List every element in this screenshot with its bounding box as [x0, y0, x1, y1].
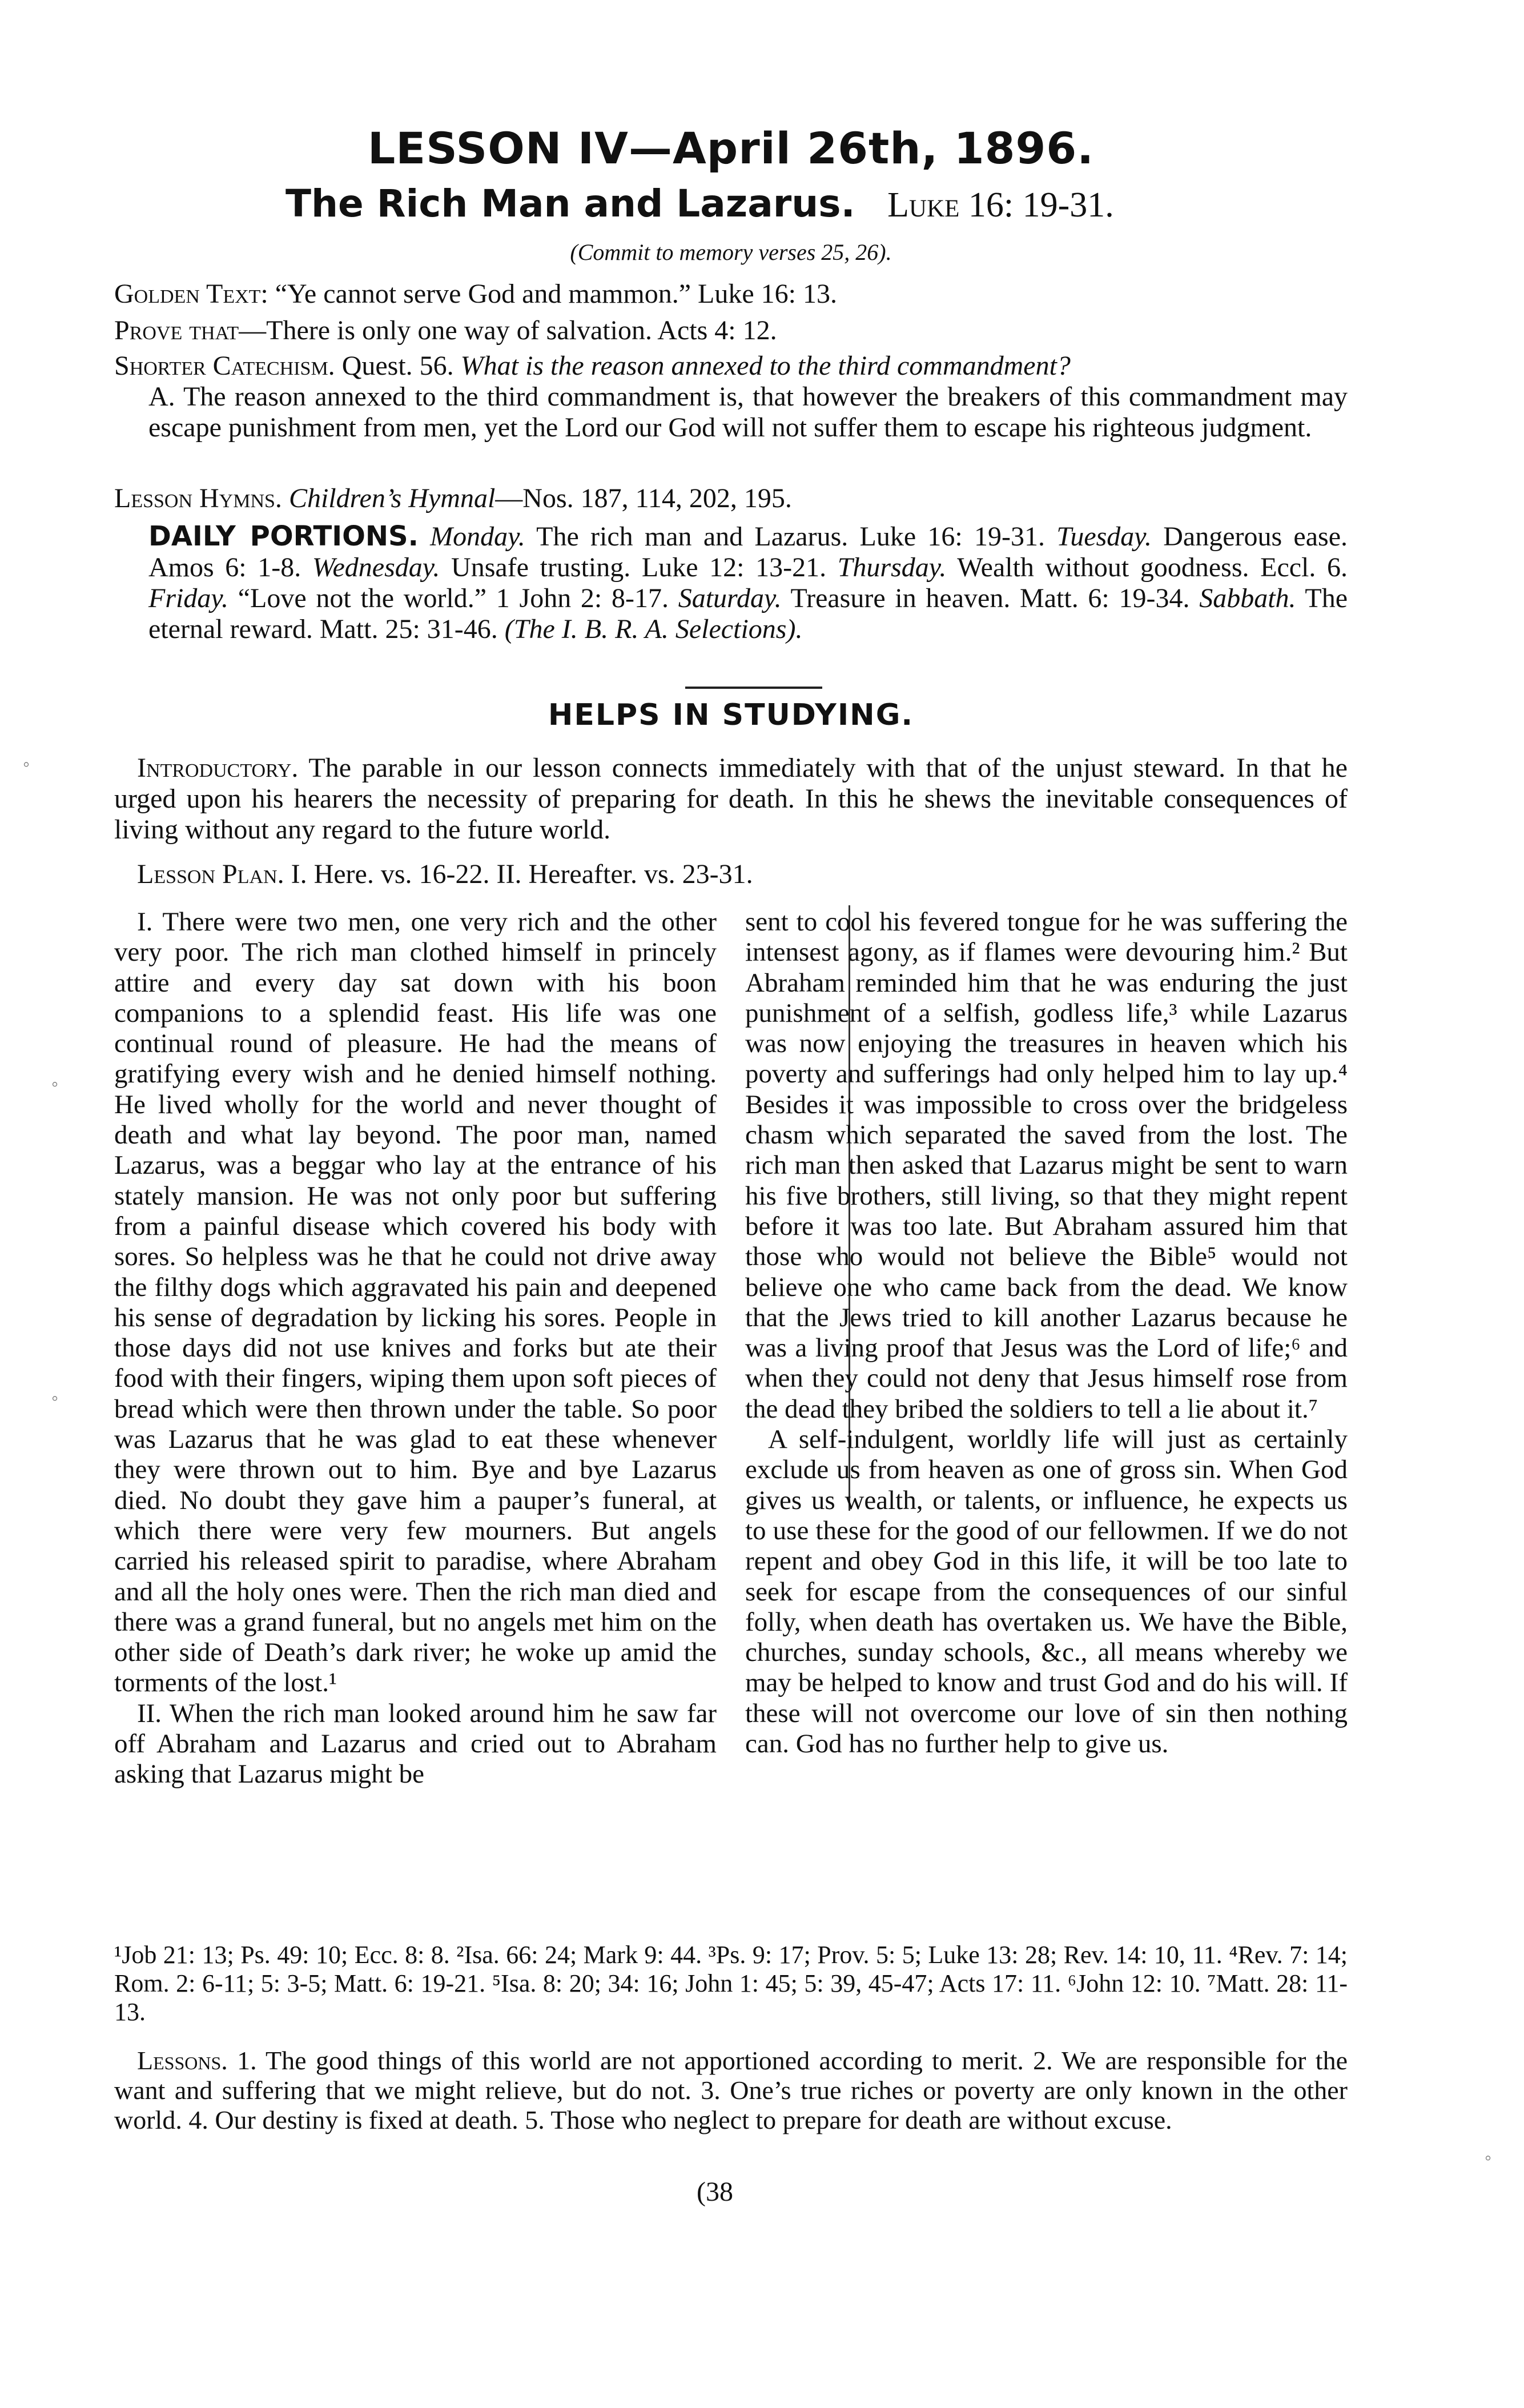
catechism — [114, 351, 1348, 443]
daily-text: Wealth without goodness. Eccl. 6. — [957, 552, 1348, 583]
golden-text-label: Golden Text: — [114, 279, 268, 309]
plan-text: I. Here. vs. 16-22. II. Hereafter. vs. 23-31. — [291, 859, 753, 889]
margin-speck: ◦ — [51, 1074, 59, 1095]
hymns-numbers: —Nos. 187, 114, 202, 195. — [495, 483, 792, 513]
right-paragraph-2: A self-indulgent, worldly life will just as certainly exclude us from heaven as one of gross sin. When God gives us wealth, or talents, or influence, he expects us to use these for the good of our fellowmen. If we do not repent and obey God in this life, it will be too late to seek for escape from the consequences of our sinful folly, when death has overtaken us. We have the Bible, churches, sunday schools, &c., all means whereby we may be helped to know and trust God and do his will. If these will not overcome our love of sin then nothing can. God has no further help to give us. — [745, 1424, 1348, 1759]
daily-day: Tuesday. — [1056, 521, 1152, 552]
margin-speck: ◦ — [23, 754, 30, 775]
helps-heading: HELPS IN STUDYING. — [548, 698, 914, 732]
daily-day: Thursday. — [837, 552, 947, 583]
plan-label: Lesson Plan. — [137, 859, 284, 889]
daily-text: The rich man and Lazarus. Luke 16: 19-31. — [536, 521, 1045, 552]
hymns-label: Lesson Hymns. — [114, 483, 282, 513]
catechism-answer-label: A. — [148, 382, 175, 412]
catechism-quest: Quest. 56. — [341, 351, 454, 381]
hymns-book: Children’s Hymnal — [288, 483, 496, 513]
margin-speck: ◦ — [1485, 2148, 1492, 2169]
prove-that-body: —There is only one way of salvation. Acts 4: 12. — [239, 315, 777, 346]
daily-day: Saturday. — [678, 583, 782, 613]
lesson-plan — [114, 859, 1370, 890]
daily-day: Monday. — [430, 521, 525, 552]
daily-day: Sabbath. — [1199, 583, 1296, 613]
daily-selections: (The I. B. R. A. Selections). — [504, 614, 803, 644]
catechism-answer-block — [114, 382, 1348, 443]
left-paragraph-2: II. When the rich man looked around him he saw far off Abraham and Lazarus and cried out to Abraham asking that Lazarus might be — [114, 1698, 717, 1789]
scripture-reference: Luke 16: 19-31. — [887, 186, 1114, 224]
left-column — [114, 907, 717, 1790]
golden-text-body: “Ye cannot serve God and mammon.” Luke 16: 13. — [275, 279, 837, 309]
golden-text — [114, 279, 1348, 310]
lessons-text: 1. The good things of this world are not apportioned according to merit. 2. We are responsible for the want and suffering that we might relieve, but do not. 3. One’s true riches or poverty are only known in the other world. 4. Our destiny is fixed at death. 5. Those who neglect to prepare for death are without excuse. — [114, 2046, 1348, 2134]
daily-text: The eternal reward. Matt. 25: 31-46. — [148, 583, 1348, 644]
introductory — [114, 753, 1348, 845]
intro-label: Introductory. — [137, 753, 299, 783]
footnotes: ¹Job 21: 13; Ps. 49: 10; Ecc. 8: 8. ²Isa. 66: 24; Mark 9: 44. ³Ps. 9: 17; Prov. 5: 5; Luke 13: 28; Rev. 14: 10, 11. ⁴Rev. 7: 14; Rom. 2: 6-11; 5: 3-5; Matt. 6: 19-21. ⁵Isa. 8: 20; 34: 16; John 1: 45; 5: 39, 45-47; Acts 17: 11. ⁶John 12: 10. ⁷Matt. 28: 11-13. — [114, 1941, 1348, 2026]
lesson-title: LESSON IV—April 26th, 1896. — [367, 123, 1095, 174]
lessons-label: Lessons. — [137, 2046, 228, 2075]
daily-portions — [114, 521, 1348, 645]
daily-day: Friday. — [148, 583, 228, 613]
prove-that-label: Prove that — [114, 315, 239, 346]
catechism-question: What is the reason annexed to the third commandment? — [460, 351, 1071, 381]
catechism-label: Shorter Catechism. — [114, 351, 335, 381]
left-paragraph-1: I. There were two men, one very rich and the other very poor. The rich man clothed himself in princely attire and every day sat down with his boon companions to a splendid feast. His life was one continual round of pleasure. He had the means of gratifying every wish and he denied himself nothing. He lived wholly for the world and never thought of death and what lay beyond. The poor man, named Lazarus, was a beggar who lay at the entrance of his stately mansion. He was not only poor but suffering from a painful disease which covered his body with sores. So helpless was he that he could not drive away the filthy dogs which aggravated his pain and deepened his sense of degradation by licking his sores. People in those days did not use knives and forks but ate their food with their fingers, wiping them upon soft pieces of bread which were then thrown under the table. So poor was Lazarus that he was glad to eat these whenever they were thrown out to him. Bye and bye Lazarus died. No doubt they gave him a pauper’s funeral, at which there were very few mourners. But angels carried his released spirit to paradise, where Abraham and all the holy ones were. Then the rich man died and there was a grand funeral, but no angels met him on the other side of Death’s dark river; he woke up amid the torments of the lost.¹ — [114, 907, 717, 1698]
daily-text: Treasure in heaven. Matt. 6: 19-34. — [790, 583, 1190, 613]
section-rule — [685, 687, 822, 689]
intro-text: The parable in our lesson connects immediately with that of the unjust steward. In that he urged upon his hearers the necessity of preparing for death. In this he shews the inevitable consequences of living without any regard to the future world. — [114, 753, 1348, 845]
daily-text: Dangerous ease. Amos 6: 1-8. — [148, 521, 1348, 583]
document-page — [114, 0, 1348, 2408]
prove-that — [114, 315, 1348, 346]
daily-text: “Love not the world.” 1 John 2: 8-17. — [238, 583, 669, 613]
lesson-hymns — [114, 483, 1348, 514]
lesson-subtitle: The Rich Man and Lazarus. — [286, 182, 855, 226]
right-paragraph-1: sent to cool his fevered tongue for he was suffering the intensest agony, as if flames were devouring him.² But Abraham reminded him that he was enduring the just punishment of a selfish, godless life,³ while Lazarus was now enjoying the treasures in heaven which his poverty and sufferings had only helped him to lay up.⁴ Besides it was impossible to cross over the bridgeless chasm which separated the saved from the lost. The rich man then asked that Lazarus might be sent to warn his five brothers, still living, so that they might repent before it was too late. But Abraham assured him that those who would not believe the Bible⁵ would not believe one who came back from the dead. We know that the Jews tried to kill another Lazarus because he was a living proof that Jesus was the Lord of life;⁶ and when they could not deny that Jesus himself rose from the dead they bribed the soldiers to tell a lie about it.⁷ — [745, 907, 1348, 1424]
daily-day: Wednesday. — [312, 552, 440, 583]
daily-text: Unsafe trusting. Luke 12: 13-21. — [451, 552, 827, 583]
margin-speck: ◦ — [51, 1388, 59, 1409]
lessons — [114, 2046, 1348, 2135]
memory-note: (Commit to memory verses 25, 26). — [570, 239, 892, 265]
page-number: (38 — [697, 2177, 733, 2207]
right-column — [745, 907, 1348, 1759]
daily-label: DAILY PORTIONS. — [148, 520, 419, 552]
lesson-subtitle-line — [286, 182, 1313, 226]
catechism-answer: The reason annexed to the third commandment is, that however the breakers of this commandment may escape punishment from men, yet the Lord our God will not suffer them to escape his righteous judgment. — [148, 382, 1348, 443]
